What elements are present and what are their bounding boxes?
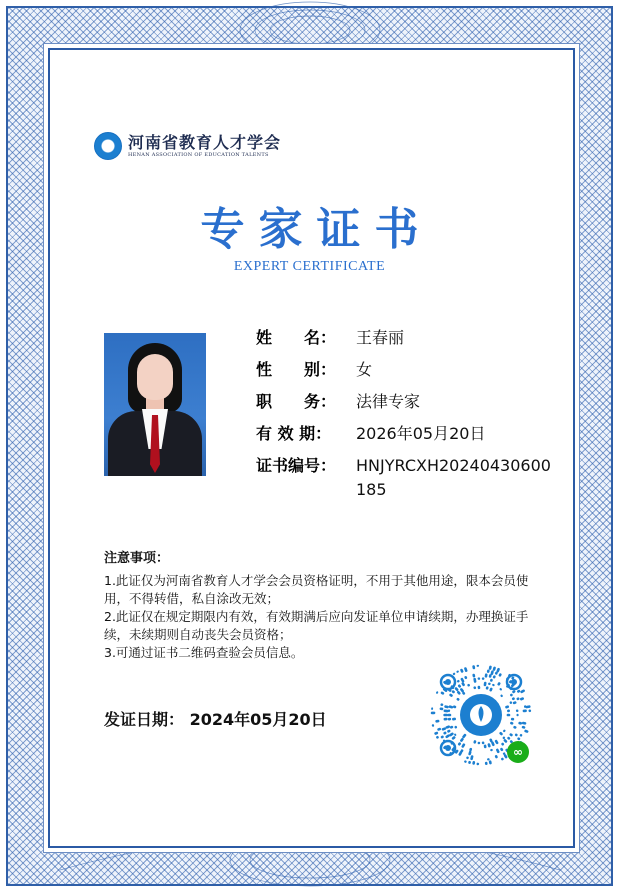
field-label: 职 务：	[256, 392, 337, 411]
holder-info	[256, 326, 556, 510]
field-name-row	[256, 326, 556, 358]
field-position-row	[256, 390, 556, 422]
notice-section	[104, 550, 534, 662]
issue-date	[104, 707, 327, 730]
holder-photo	[104, 333, 206, 476]
field-value: 2026年05月20日	[356, 424, 486, 443]
field-label: 有 效 期：	[256, 424, 332, 443]
field-certificate-number-row	[256, 454, 556, 510]
field-label: 证书编号：	[256, 456, 337, 475]
association-logo-icon	[94, 132, 122, 160]
field-validity-row	[256, 422, 556, 454]
notice-item: 3.可通过证书二维码查验会员信息。	[104, 645, 304, 660]
issue-date-value: 2024年05月20日	[189, 710, 327, 729]
notice-title: 注意事项：	[104, 551, 170, 566]
issue-date-label: 发证日期：	[104, 710, 185, 729]
field-value: 女	[356, 360, 373, 379]
certificate-title-en: EXPERT CERTIFICATE	[233, 259, 386, 274]
certificate-title-cn: 专家证书	[200, 204, 433, 255]
association-name-cn: 河南省教育人才学会	[128, 132, 282, 152]
field-value: HNJYRCXH20240430600185	[356, 456, 551, 499]
field-value: 法律专家	[356, 392, 421, 411]
notice-item: 2.此证仅在规定期限内有效，有效期满后应向发证单位申请续期，办理换证手续，未续期则自动丧失会员资格；	[104, 609, 529, 642]
field-label: 性 别：	[256, 360, 337, 379]
association-header	[94, 132, 281, 160]
association-name-en: HENAN ASSOCIATION OF EDUCATION TALENTS	[128, 151, 269, 158]
field-label: 姓 名：	[256, 328, 337, 347]
notice-item: 1.此证仅为河南省教育人才学会会员资格证明，不用于其他用途，限本会员使用，不得转借，私自涂改无效；	[104, 573, 529, 606]
field-value: 王春丽	[356, 328, 405, 347]
field-gender-row	[256, 358, 556, 390]
wechat-mini-program-icon: ∞	[507, 741, 529, 763]
